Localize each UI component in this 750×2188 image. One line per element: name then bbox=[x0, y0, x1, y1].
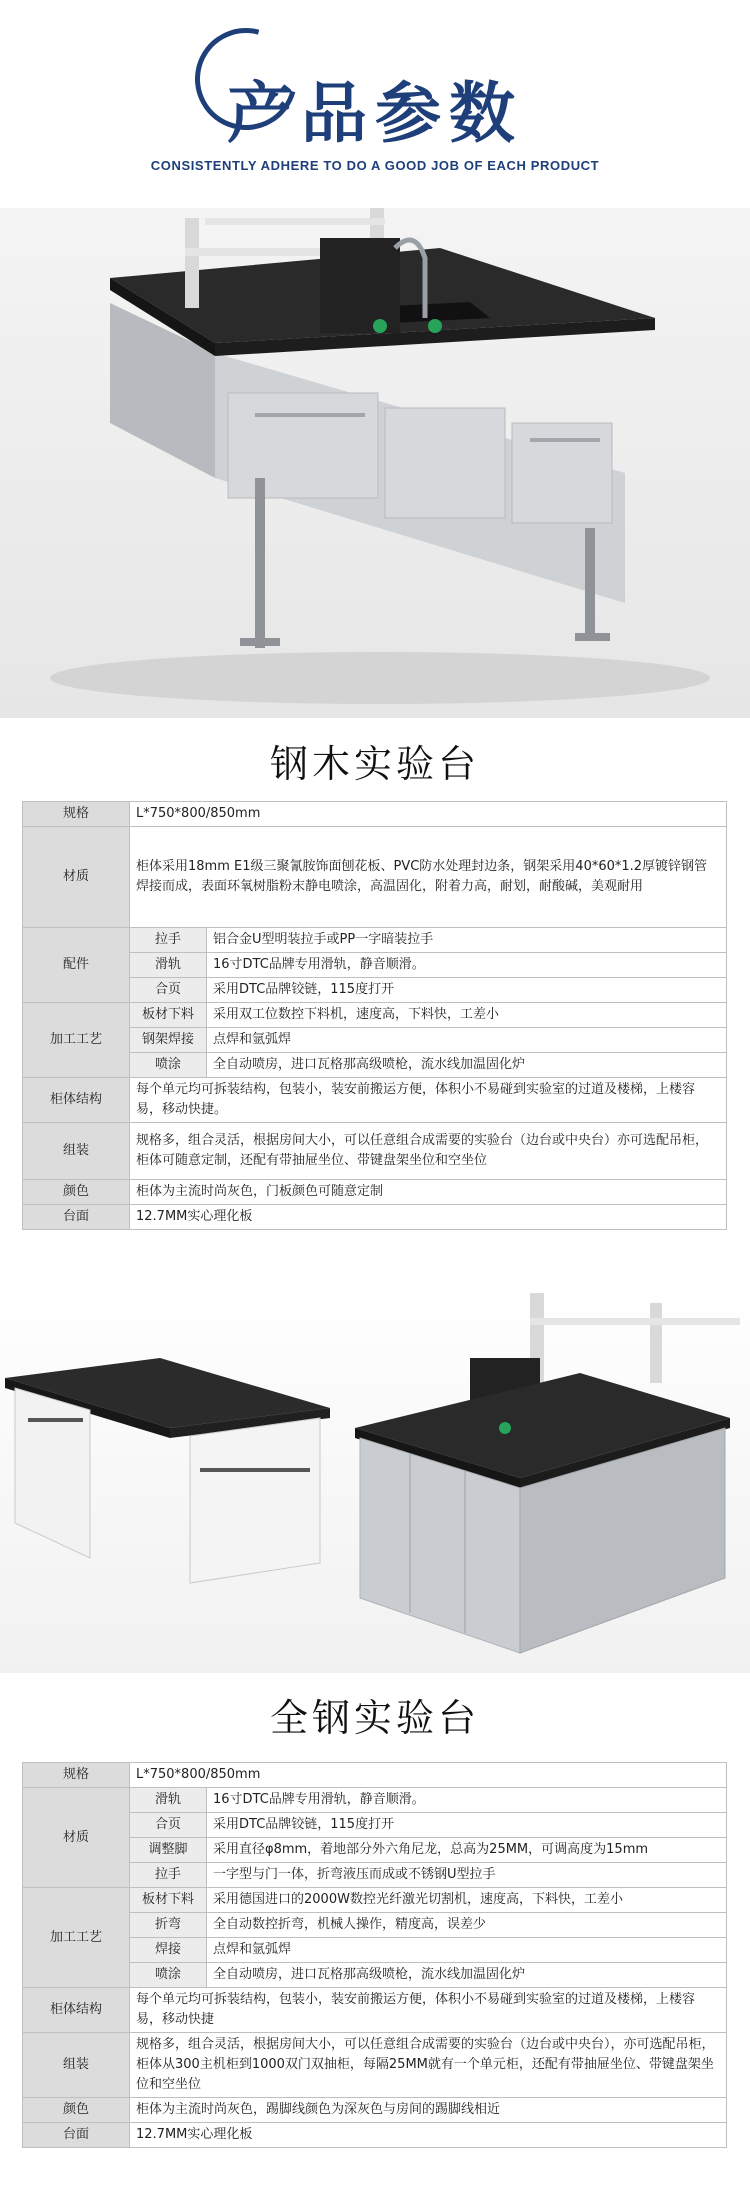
row-sublabel: 板材下料 bbox=[130, 1888, 207, 1913]
row-value: 12.7MM实心理化板 bbox=[130, 2123, 727, 2148]
row-sublabel: 喷涂 bbox=[130, 1963, 207, 1988]
row-value: 采用DTC品牌铰链，115度打开 bbox=[207, 1813, 727, 1838]
row-value: L*750*800/850mm bbox=[130, 802, 727, 827]
row-value: 全自动数控折弯，机械人操作，精度高，误差少 bbox=[207, 1913, 727, 1938]
row-value: 点焊和氩弧焊 bbox=[207, 1938, 727, 1963]
row-label: 加工工艺 bbox=[23, 1888, 130, 1988]
row-value: 采用双工位数控下料机，速度高，下料快，工差小 bbox=[207, 1003, 727, 1028]
table-row bbox=[23, 827, 727, 928]
row-label: 材质 bbox=[23, 1788, 130, 1888]
table-row bbox=[23, 2098, 727, 2123]
row-value: 柜体为主流时尚灰色，门板颜色可随意定制 bbox=[130, 1180, 727, 1205]
row-label: 柜体结构 bbox=[23, 1078, 130, 1123]
row-value: L*750*800/850mm bbox=[130, 1763, 727, 1788]
table-row bbox=[23, 1763, 727, 1788]
row-sublabel: 焊接 bbox=[130, 1938, 207, 1963]
row-value: 每个单元均可拆装结构，包装小，装安前搬运方便，体积小不易碰到实验室的过道及楼梯，上楼容易，移动快捷 bbox=[130, 1988, 727, 2033]
row-label: 规格 bbox=[23, 802, 130, 827]
row-label: 组装 bbox=[23, 2033, 130, 2098]
row-value: 一字型与门一体，折弯液压而成或不锈钢U型拉手 bbox=[207, 1863, 727, 1888]
page-subtitle: CONSISTENTLY ADHERE TO DO A GOOD JOB OF EACH PRODUCT bbox=[150, 158, 600, 173]
table-row bbox=[23, 802, 727, 827]
page-title: 产品参数 bbox=[227, 75, 523, 152]
all-steel-bench-title: 全钢实验台 bbox=[269, 1696, 480, 1740]
row-sublabel: 调整脚 bbox=[130, 1838, 207, 1863]
steel-wood-bench-photo bbox=[0, 208, 750, 718]
row-value: 柜体为主流时尚灰色，踢脚线颜色为深灰色与房间的踢脚线相近 bbox=[130, 2098, 727, 2123]
row-label: 颜色 bbox=[23, 2098, 130, 2123]
all-steel-spec-table bbox=[22, 1762, 727, 2148]
row-label: 组装 bbox=[23, 1123, 130, 1180]
row-label: 台面 bbox=[23, 2123, 130, 2148]
row-sublabel: 合页 bbox=[130, 978, 207, 1003]
steel-wood-bench-title: 钢木实验台 bbox=[269, 742, 480, 786]
table-row bbox=[23, 928, 727, 953]
row-label: 规格 bbox=[23, 1763, 130, 1788]
all-steel-bench-photo bbox=[0, 1278, 750, 1673]
table-row bbox=[23, 2123, 727, 2148]
row-sublabel: 板材下料 bbox=[130, 1003, 207, 1028]
row-value: 规格多，组合灵活，根据房间大小，可以任意组合成需要的实验台（边台或中央台），亦可选配吊柜，柜体从300主机柜到1000双门双抽柜，每隔25MM就有一个单元柜，还配有带抽屉坐位、带键盘架坐位和空坐位 bbox=[130, 2033, 727, 2098]
row-sublabel: 滑轨 bbox=[130, 1788, 207, 1813]
row-value: 16寸DTC品牌专用滑轨，静音顺滑。 bbox=[207, 1788, 727, 1813]
row-label: 柜体结构 bbox=[23, 1988, 130, 2033]
table-row bbox=[23, 1888, 727, 1913]
row-value: 全自动喷房，进口瓦格那高级喷枪，流水线加温固化炉 bbox=[207, 1963, 727, 1988]
row-label: 颜色 bbox=[23, 1180, 130, 1205]
row-value: 柜体采用18mm E1级三聚氰胺饰面刨花板、PVC防水处理封边条，钢架采用40*60*1.2厚镀锌钢管焊接而成，表面环氧树脂粉末静电喷涂，高温固化，附着力高，耐划，耐酸碱，美观耐用 bbox=[130, 827, 727, 928]
row-value: 采用DTC品牌铰链，115度打开 bbox=[207, 978, 727, 1003]
table-row bbox=[23, 2033, 727, 2098]
row-label: 配件 bbox=[23, 928, 130, 1003]
row-value: 铝合金U型明装拉手或PP一字暗装拉手 bbox=[207, 928, 727, 953]
row-value: 点焊和氩弧焊 bbox=[207, 1028, 727, 1053]
row-sublabel: 拉手 bbox=[130, 928, 207, 953]
row-value: 采用德国进口的2000W数控光纤激光切割机，速度高，下料快，工差小 bbox=[207, 1888, 727, 1913]
row-value: 12.7MM实心理化板 bbox=[130, 1205, 727, 1230]
row-value: 全自动喷房，进口瓦格那高级喷枪，流水线加温固化炉 bbox=[207, 1053, 727, 1078]
row-sublabel: 滑轨 bbox=[130, 953, 207, 978]
row-sublabel: 拉手 bbox=[130, 1863, 207, 1888]
table-row bbox=[23, 1003, 727, 1028]
row-sublabel: 钢架焊接 bbox=[130, 1028, 207, 1053]
row-value: 规格多，组合灵活，根据房间大小，可以任意组合成需要的实验台（边台或中央台）亦可选配吊柜，柜体可随意定制，还配有带抽屉坐位、带键盘架坐位和空坐位 bbox=[130, 1123, 727, 1180]
row-sublabel: 折弯 bbox=[130, 1913, 207, 1938]
table-row bbox=[23, 1078, 727, 1123]
row-label: 材质 bbox=[23, 827, 130, 928]
row-label: 加工工艺 bbox=[23, 1003, 130, 1078]
row-sublabel: 合页 bbox=[130, 1813, 207, 1838]
row-label: 台面 bbox=[23, 1205, 130, 1230]
table-row bbox=[23, 1123, 727, 1180]
table-row bbox=[23, 1788, 727, 1813]
row-sublabel: 喷涂 bbox=[130, 1053, 207, 1078]
row-value: 每个单元均可拆装结构，包装小，装安前搬运方便，体积小不易碰到实验室的过道及楼梯，上楼容易，移动快捷。 bbox=[130, 1078, 727, 1123]
table-row bbox=[23, 1988, 727, 2033]
row-value: 16寸DTC品牌专用滑轨，静音顺滑。 bbox=[207, 953, 727, 978]
table-row bbox=[23, 1180, 727, 1205]
steel-wood-spec-table bbox=[22, 801, 727, 1230]
row-value: 采用直径φ8mm，着地部分外六角尼龙，总高为25MM，可调高度为15mm bbox=[207, 1838, 727, 1863]
table-row bbox=[23, 1205, 727, 1230]
page-header bbox=[0, 0, 750, 185]
